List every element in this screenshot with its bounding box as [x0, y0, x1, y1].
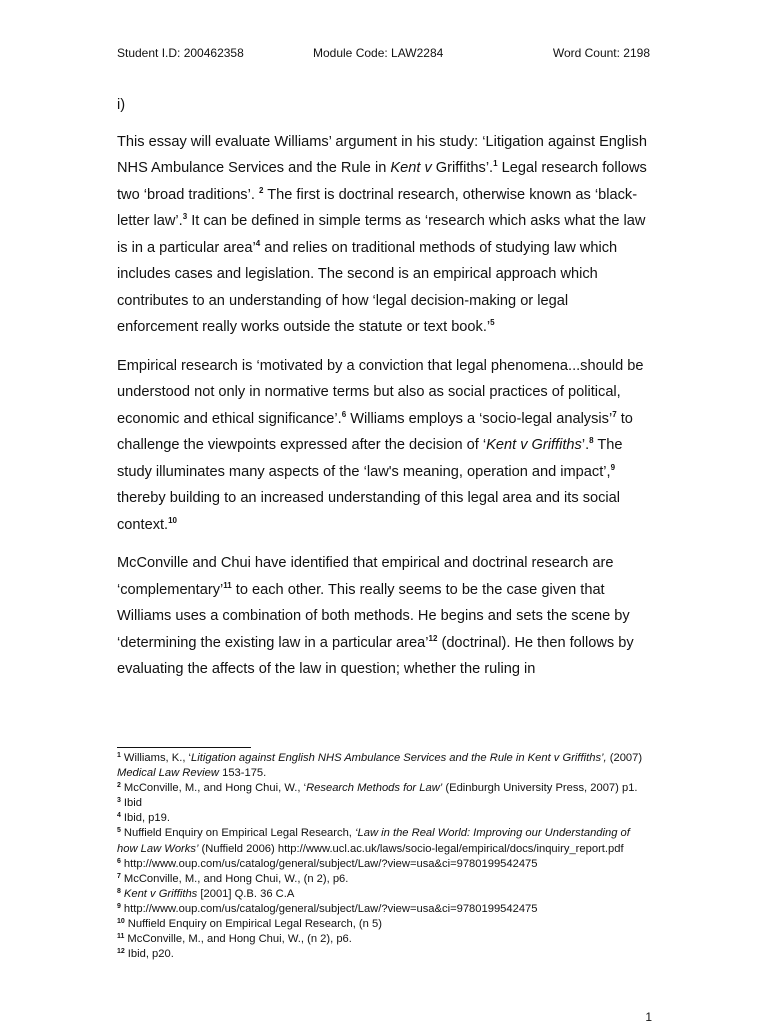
footnote-ref-5[interactable]: 5: [490, 318, 495, 327]
text-span: Empirical research is ‘motivated by a conviction that legal phenomena...should be understood not only in normative terms but also as social practices of political, economic and ethical significance’.: [117, 357, 644, 427]
footnote-ref-1[interactable]: 1: [493, 159, 498, 168]
text-span: The study illuminates many aspects of the ‘law's meaning, operation and impact’,: [117, 437, 623, 480]
footnote-7: [117, 872, 651, 887]
footnote-12: [117, 947, 651, 962]
essay-body: [117, 92, 651, 695]
footnote-1: [117, 751, 651, 781]
footnote-10: [117, 917, 651, 932]
footnote-italic: Litigation against English NHS Ambulance Services and the Rule in Kent v Griffiths’,: [191, 752, 607, 764]
footnote-text: Ibid, p19.: [123, 812, 170, 825]
footnote-italic: Kent v Griffiths: [123, 887, 198, 900]
footnote-ref-4[interactable]: 4: [255, 238, 261, 248]
paragraph-1: [117, 129, 651, 341]
header-module-code: Module Code: LAW2284: [313, 46, 444, 60]
footnote-5: [117, 826, 651, 856]
footnote-number: 1: [117, 752, 121, 759]
footnote-text: Williams, K., ‘: [123, 752, 192, 764]
text-span: to each other. This really seems to be the case given that Williams uses a combination of both methods. He begins and sets the scene by ‘determining the existing law in a particular area’: [117, 581, 630, 651]
footnote-2: [117, 781, 651, 796]
text-span: ’.: [581, 437, 590, 453]
footnote-4: [117, 811, 651, 826]
footnote-number: 11: [117, 933, 125, 941]
footnote-ref-9[interactable]: 9: [610, 462, 616, 472]
text-span: Legal research follows two ‘broad traditions’.: [117, 160, 647, 203]
text-span: and relies on traditional methods of studying law which includes cases and legislation. The second is an empirical approach which contributes to an understanding of how ‘legal decision-making or legal enforcement really works outside the statute or text book.’: [117, 239, 618, 335]
footnote-text: [2001] Q.B. 36 C.A: [197, 887, 295, 900]
footnote-text: McConville, M., and Hong Chui, W., (n 2), p6.: [127, 933, 352, 946]
header-student-id: Student I.D: 200462358: [117, 46, 244, 60]
footnote-number: 8: [117, 887, 121, 895]
case-name: Kent v Griffiths: [486, 437, 582, 453]
footnote-ref-6[interactable]: 6: [341, 409, 347, 419]
footnote-text: (2007): [606, 752, 643, 764]
footnote-number: 2: [117, 782, 121, 790]
footnotes: [117, 751, 651, 962]
footnote-ref-12[interactable]: 12: [428, 633, 438, 643]
footnote-ref-3[interactable]: 3: [182, 212, 188, 221]
text-span: Griffiths’.: [431, 160, 494, 176]
footnote-ref-11[interactable]: 11: [223, 580, 232, 590]
footnote-text: McConville, M., and Hong Chui, W., ‘: [123, 782, 307, 795]
footnote-link[interactable]: http://www.oup.com/us/catalog/general/subject/Law/?view=usa&ci=9780199542475: [123, 857, 538, 870]
footnote-separator: [117, 747, 251, 748]
text-span: McConville and Chui have identified that empirical and doctrinal research are ‘complementary’: [117, 555, 614, 598]
section-label: i): [117, 97, 126, 113]
footnote-number: 6: [117, 857, 121, 865]
footnote-ref-7[interactable]: 7: [612, 409, 617, 419]
text-span: Williams employs a ‘socio-legal analysis’: [346, 410, 613, 427]
footnote-text: McConville, M., and Hong Chui, W., (n 2), p6.: [123, 872, 349, 885]
paragraph-2: [117, 353, 651, 539]
footnote-ref-2[interactable]: 2: [258, 185, 264, 195]
text-span: (doctrinal). He then follows by evaluating the affects of the law in question; whether the ruling in: [117, 634, 634, 677]
footnote-8: [117, 887, 651, 902]
text-span: It can be defined in simple terms as ‘research which asks what the law is in a particular area’: [117, 213, 646, 256]
footnote-9: [117, 902, 651, 917]
footnote-italic: Research Methods for Law’: [306, 782, 443, 795]
page-number: 1: [645, 1010, 652, 1024]
text-span: to challenge the viewpoints expressed after the decision of ‘: [117, 410, 633, 453]
footnote-text: Ibid: [123, 797, 142, 810]
header-word-count: Word Count: 2198: [552, 46, 650, 60]
paragraph-3: [117, 550, 651, 683]
footnote-number: 4: [117, 812, 121, 820]
footnote-number: 12: [117, 948, 125, 956]
footnote-ref-10[interactable]: 10: [168, 515, 178, 525]
footnote-italic: Medical Law Review: [117, 767, 219, 780]
footnote-number: 5: [117, 827, 121, 835]
footnote-ref-8[interactable]: 8: [589, 436, 594, 445]
footnote-text: Ibid, p20.: [127, 948, 174, 961]
footnote-italic: ‘Law in the Real World: Improving our Understanding of how Law Works’: [117, 827, 630, 855]
case-name: Kent v: [390, 160, 432, 176]
footnote-text: (Edinburgh University Press, 2007) p1.: [442, 782, 638, 795]
footnote-11: [117, 932, 651, 947]
footnote-text: Nuffield Enquiry on Empirical Legal Research,: [123, 827, 356, 840]
footnote-text: Nuffield Enquiry on Empirical Legal Research, (n 5): [127, 918, 382, 931]
footnote-number: 10: [117, 918, 125, 926]
text-span: The first is doctrinal research, otherwise known as ‘black-letter law’.: [117, 186, 638, 229]
footnote-number: 9: [117, 902, 121, 910]
footnote-link[interactable]: http://www.oup.com/us/catalog/general/subject/Law/?view=usa&ci=9780199542475: [123, 902, 538, 915]
footnote-3: [117, 796, 651, 811]
footnote-text: (Nuffield 2006) http://www.ucl.ac.uk/laws/socio-legal/empirical/docs/inquiry_report.pdf: [198, 842, 624, 855]
footnote-number: 3: [117, 797, 121, 805]
footnote-number: 7: [117, 872, 121, 880]
text-span: This essay will evaluate Williams’ argument in his study: ‘Litigation against English NHS Ambulance Services and the Rule in: [117, 133, 647, 176]
text-span: thereby building to an increased understanding of this legal area and its social context.: [117, 490, 620, 533]
footnote-6: [117, 857, 651, 872]
footnote-text: 153-175.: [218, 767, 267, 780]
